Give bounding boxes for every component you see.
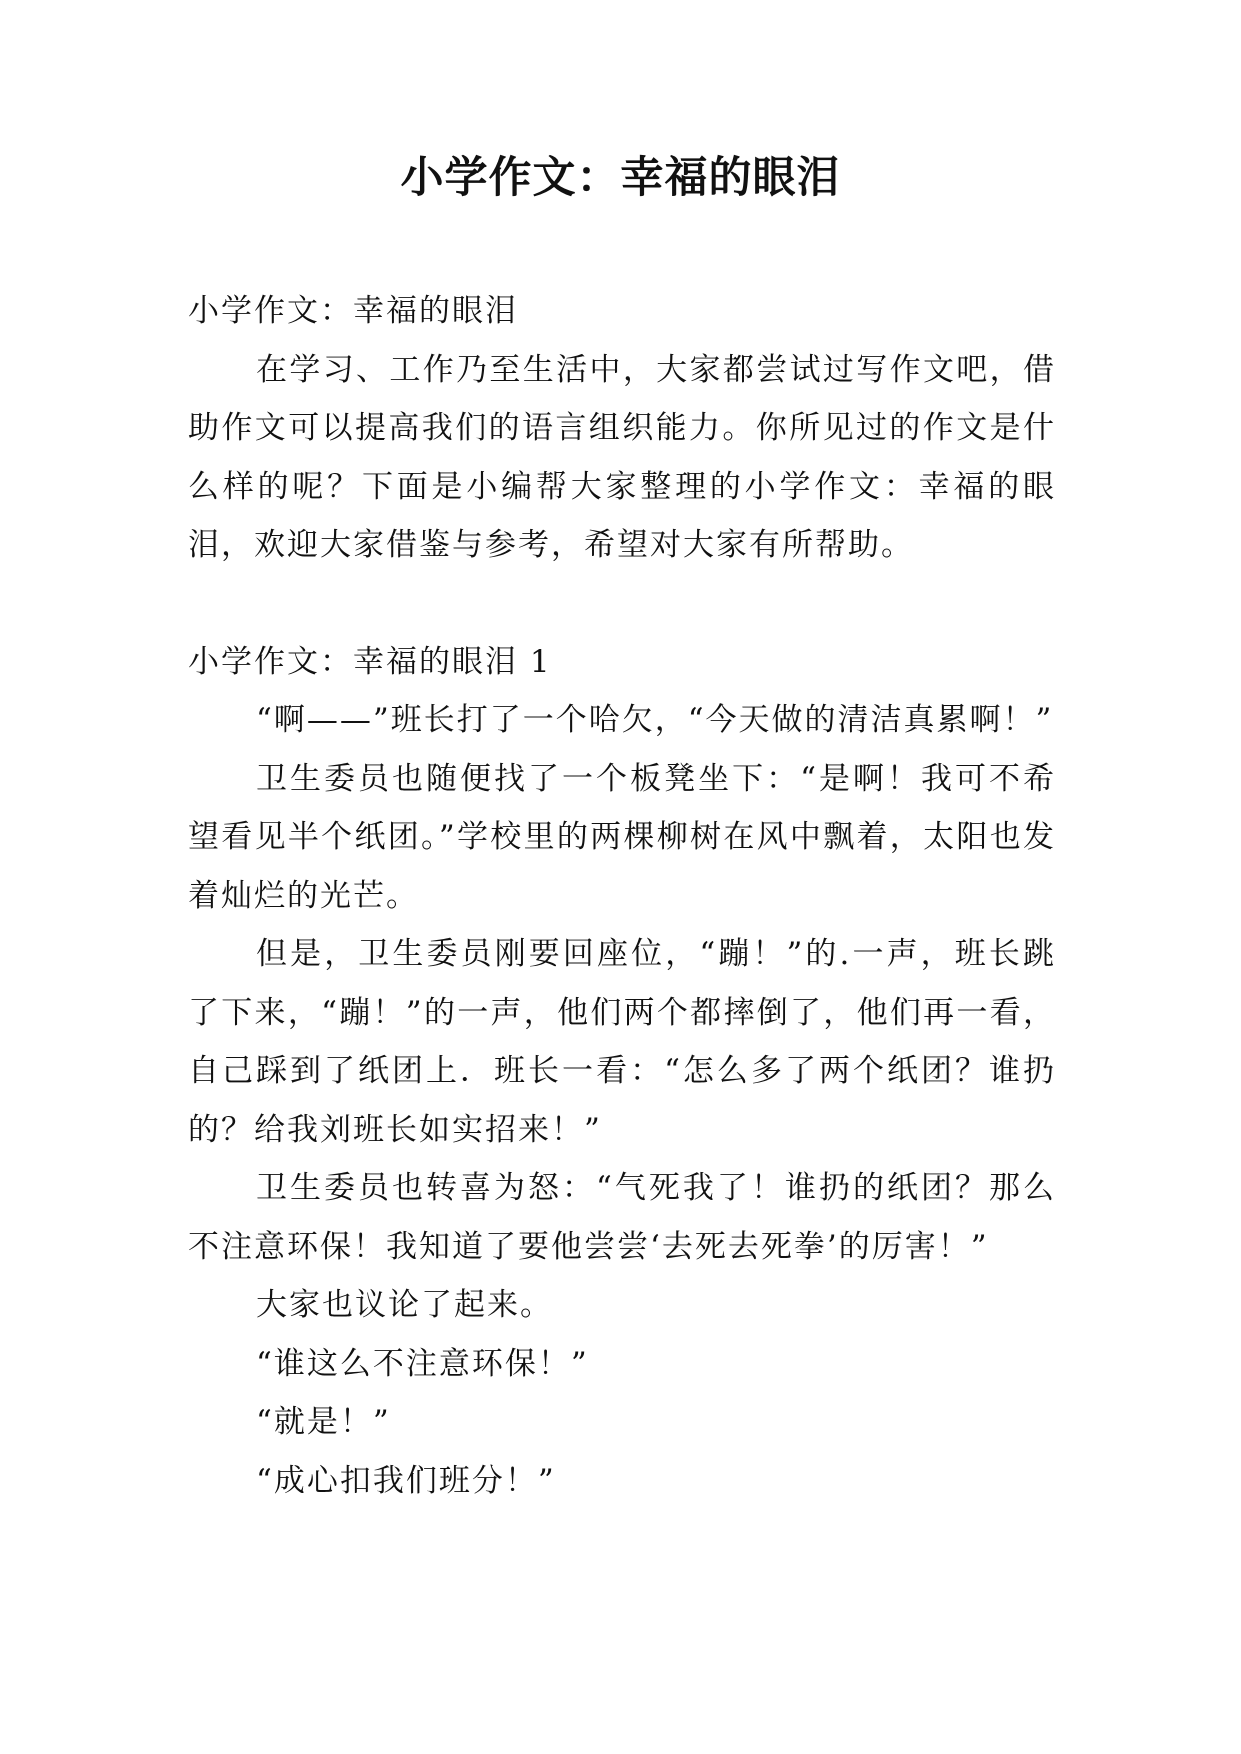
- section-heading: 小学作文：幸福的眼泪 1: [188, 643, 552, 680]
- paragraph: “成心扣我们班分！”: [256, 1462, 556, 1499]
- paragraph: “啊——”班长打了一个哈欠，“今天做的清洁真累啊！”: [256, 702, 1054, 738]
- section-spacer: [188, 575, 1056, 633]
- paragraph: “谁这么不注意环保！”: [256, 1345, 589, 1382]
- document-title: 小学作文：幸福的眼泪: [400, 153, 841, 203]
- paragraph: 卫生委员也随便找了一个板凳坐下：“是啊！我可不希望看见半个纸团。”学校里的两棵柳树在风中飘着，太阳也发着灿烂的光芒。: [188, 760, 1056, 914]
- intro-paragraph: 在学习、工作乃至生活中，大家都尝试过写作文吧，借助作文可以提高我们的语言组织能力。你所见过的作文是什么样的呢？下面是小编帮大家整理的小学作文：幸福的眼泪，欢迎大家借鉴与参考，希望对大家有所帮助。: [188, 351, 1056, 563]
- intro-heading: 小学作文：幸福的眼泪: [188, 293, 518, 329]
- paragraph: “就是！”: [256, 1404, 391, 1440]
- paragraph: 但是，卫生委员刚要回座位，“蹦！”的.一声，班长跳了下来，“蹦！”的一声，他们两个都摔倒了，他们再一看，自己踩到了纸团上．班长一看：“怎么多了两个纸团？谁扔的？给我刘班长如实招来！”: [188, 936, 1056, 1148]
- document-body: [188, 282, 1056, 1510]
- paragraph: 卫生委员也转喜为怒：“气死我了！谁扔的纸团？那么不注意环保！我知道了要他尝尝‘去死去死拳’的厉害！”: [188, 1170, 1056, 1265]
- paragraph: 大家也议论了起来。: [256, 1287, 553, 1323]
